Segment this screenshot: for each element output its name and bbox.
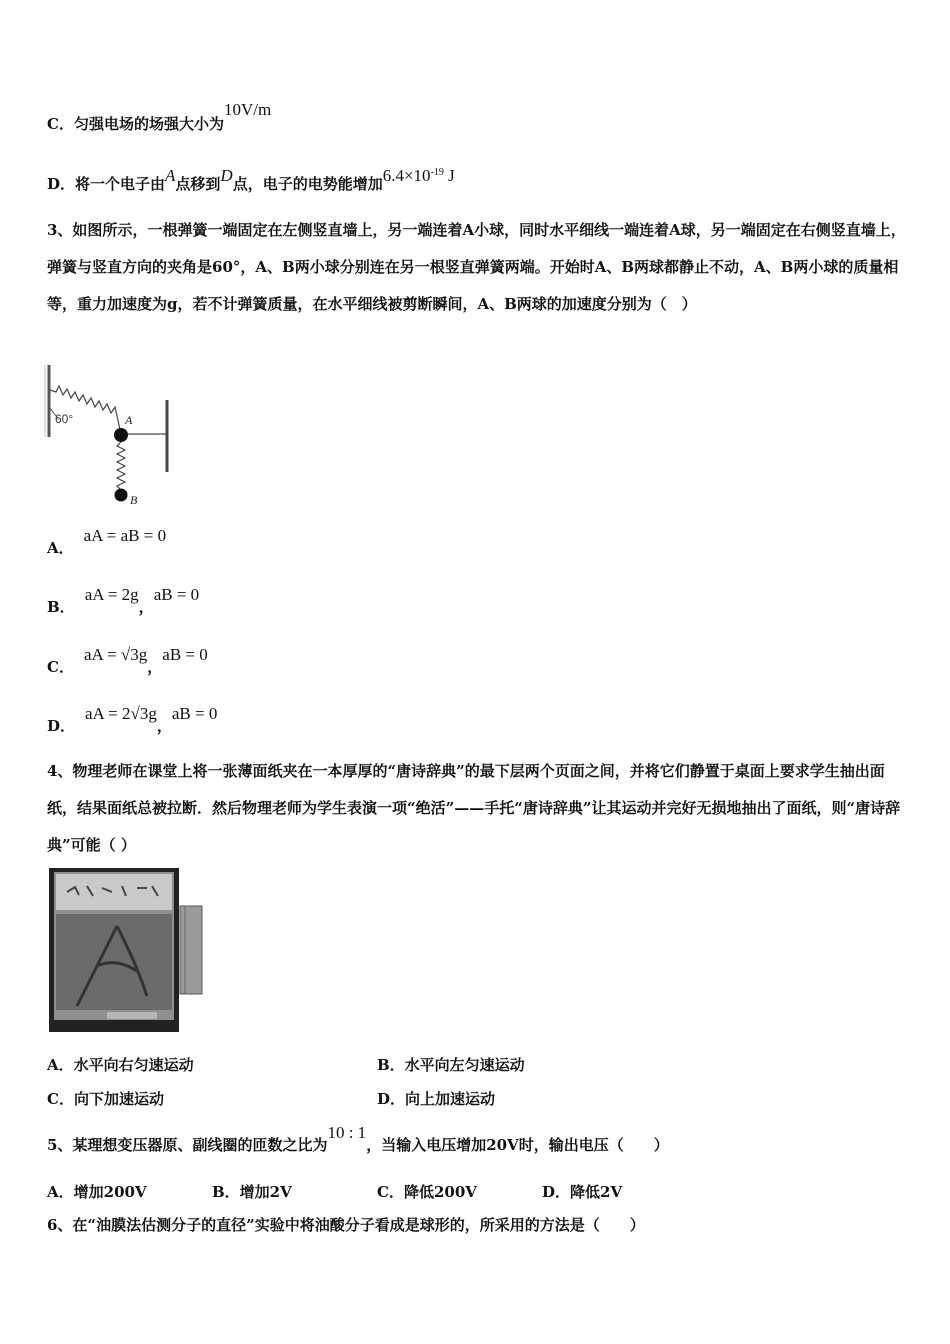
point-d-label: D bbox=[220, 166, 233, 185]
option-3b: B．aA = 2g，aB = 0 bbox=[47, 585, 200, 616]
energy-value: $6.4\times 10^{-19}$ J bbox=[382, 166, 455, 185]
option-3c: C．aA = √3g，aB = 0 bbox=[47, 645, 208, 676]
option-2c: C．匀强电场的场强大小为10V/m bbox=[47, 100, 272, 133]
option-4c: C．向下加速运动 bbox=[47, 1090, 164, 1108]
svg-text:B: B bbox=[130, 493, 138, 507]
option-5b: B．增加2V bbox=[212, 1183, 292, 1201]
option-4d: D．向上加速运动 bbox=[377, 1090, 496, 1108]
angle-label: 60° bbox=[55, 412, 74, 426]
option-2d: D．将一个电子由A点移到D点，电子的电势能增加$6.4\times 10^{-19}$ J bbox=[47, 166, 455, 193]
point-a-label: A bbox=[165, 166, 176, 185]
question-5-text: 5、某理想变压器原、副线圈的匝数之比为10 : 1，当输入电压增加20V时，输出电压（ ） bbox=[47, 1123, 669, 1154]
question-4-text: 4、物理老师在课堂上将一张薄面纸夹在一本厚厚的“唐诗辞典”的最下层两个页面之间，并将它们静置于桌面上要求学生抽出面纸，结果面纸总被拉断．然后物理老师为学生表演一项“绝活”——手托“唐诗辞典”让其运动并完好无损地抽出了面纸，则“唐诗辞典”可能（ ） bbox=[47, 762, 901, 854]
option-4a: A．水平向右匀速运动 bbox=[47, 1056, 194, 1074]
question-6-text: 6、在“油膜法估测分子的直径”实验中将油酸分子看成是球形的，所采用的方法是（ ） bbox=[47, 1216, 645, 1234]
option-5c: C．降低200V bbox=[377, 1183, 477, 1201]
dictionary-photo bbox=[47, 866, 207, 1034]
option-3d: D．aA = 2√3g，aB = 0 bbox=[47, 704, 218, 735]
turns-ratio: 10 : 1 bbox=[327, 1123, 367, 1142]
option-5d: D．降低2V bbox=[542, 1183, 623, 1201]
option-4b: B．水平向左匀速运动 bbox=[377, 1056, 525, 1074]
option-3a: A．aA = aB = 0 bbox=[47, 526, 167, 557]
ball-a bbox=[114, 428, 128, 442]
option-5a: A．增加200V bbox=[47, 1183, 147, 1201]
spring-diagram bbox=[40, 362, 180, 512]
question-3-text: 3、如图所示，一根弹簧一端固定在左侧竖直墙上，另一端连着A小球，同时水平细线一端连着A球，另一端固定在右侧竖直墙上，弹簧与竖直方向的夹角是60°，A、B两小球分别连在另一根竖直弹簧两端。开始时A、B两球都静止不动，A、B两小球的质量相等，重力加速度为g，若不计弹簧质量，在水平细线被剪断瞬间，A、B两球的加速度分别为（ ） bbox=[47, 221, 906, 313]
field-strength-value: 10V/m bbox=[223, 100, 272, 119]
svg-text:A: A bbox=[125, 413, 133, 427]
ball-b bbox=[115, 489, 128, 502]
